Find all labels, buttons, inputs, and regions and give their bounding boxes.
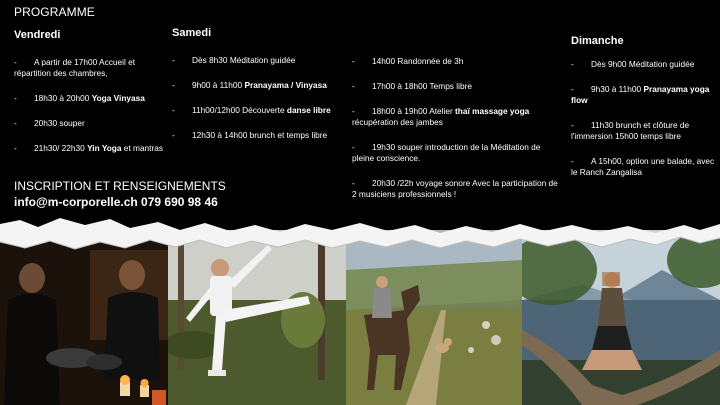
dash-marker: -	[571, 156, 574, 166]
schedule-text: 17h00 à 18h00 Temps libre	[372, 81, 472, 91]
schedule-item	[172, 80, 347, 91]
samedi-suite-column	[352, 56, 562, 214]
schedule-text: 11h00/12h00 Découverte	[192, 105, 287, 115]
activity-highlight: Pranayama / Vinyasa	[244, 80, 327, 90]
schedule-text: 20h30 /22h voyage sonore Avec la participation de 2 musiciens professionnels !	[352, 178, 558, 199]
schedule-item	[14, 57, 164, 79]
activity-highlight: Pranayama yoga flow	[571, 84, 710, 105]
schedule-item	[14, 118, 164, 129]
samedi-suite-list	[352, 56, 562, 200]
schedule-text: A 15h00, option une balade, avec le Ranch Zangalisa	[571, 156, 715, 177]
schedule-text: Dès 8h30 Méditation guidée	[192, 55, 296, 65]
samedi-column	[172, 28, 347, 155]
programme-title: PROGRAMME	[14, 5, 95, 19]
schedule-text: Dès 9h00 Méditation guidée	[591, 59, 695, 69]
vendredi-column	[14, 30, 164, 168]
schedule-item	[172, 130, 347, 141]
schedule-item	[352, 56, 562, 67]
schedule-item	[352, 178, 562, 200]
schedule-item	[571, 156, 716, 178]
activity-highlight: danse libre	[286, 105, 331, 115]
samedi-list	[172, 55, 347, 141]
schedule-text: 20h30 souper	[34, 118, 85, 128]
schedule-text-after: et mantras	[121, 143, 164, 153]
vendredi-list	[14, 57, 164, 154]
dash-marker: -	[14, 57, 17, 67]
dimanche-column	[571, 36, 716, 192]
schedule-item	[571, 84, 716, 106]
dash-marker: -	[352, 142, 355, 152]
activity-highlight: thaï massage yoga	[455, 106, 530, 116]
schedule-text: 21h30/ 22h30	[34, 143, 88, 153]
dash-marker: -	[571, 84, 574, 94]
schedule-item	[352, 142, 562, 164]
activity-highlight: Yoga Vinyasa	[91, 93, 145, 103]
inscription-block	[14, 178, 226, 210]
schedule-text: 9h30 à 11h00	[591, 84, 644, 94]
schedule-text-after: récupération des jambes	[352, 117, 443, 127]
dash-marker: -	[571, 59, 574, 69]
schedule-item	[14, 93, 164, 104]
schedule-text: 12h30 à 14h00 brunch et temps libre	[192, 130, 328, 140]
schedule-item	[14, 143, 164, 154]
dash-marker: -	[14, 93, 17, 103]
schedule-item	[571, 59, 716, 70]
dash-marker: -	[172, 55, 175, 65]
schedule-text: 9h00 à 11h00	[192, 80, 245, 90]
schedule-item	[352, 106, 562, 128]
dimanche-list	[571, 59, 716, 178]
dash-marker: -	[172, 80, 175, 90]
schedule-text: 11h30 brunch et clôture de l'immersion 15h00 temps libre	[571, 120, 690, 141]
dash-marker: -	[352, 106, 355, 116]
dash-marker: -	[352, 178, 355, 188]
schedule-item	[172, 105, 347, 116]
schedule-item	[352, 81, 562, 92]
dash-marker: -	[14, 118, 17, 128]
torn-paper-edge	[0, 210, 720, 260]
dash-marker: -	[172, 105, 175, 115]
schedule-text: A partir de 17h00 Accueil et répartition des chambres,	[14, 57, 136, 78]
vendredi-title: Vendredi	[14, 29, 61, 41]
samedi-title: Samedi	[172, 27, 212, 39]
activity-highlight: Yin Yoga	[87, 143, 122, 153]
inscription-heading: INSCRIPTION ET RENSEIGNEMENTS	[14, 179, 226, 193]
dash-marker: -	[352, 56, 355, 66]
dash-marker: -	[352, 81, 355, 91]
schedule-text: 19h30 souper introduction de la Méditation de pleine conscience.	[352, 142, 541, 163]
dimanche-title: Dimanche	[571, 35, 624, 47]
contact-info: info@m-corporelle.ch 079 690 98 46	[14, 195, 218, 209]
schedule-item	[571, 120, 716, 142]
schedule-text: 14h00 Randonnée de 3h	[372, 56, 464, 66]
schedule-text: 18h30 à 20h00	[34, 93, 92, 103]
schedule-text: 18h00 à 19h00 Atelier	[372, 106, 456, 116]
dash-marker: -	[571, 120, 574, 130]
dash-marker: -	[172, 130, 175, 140]
schedule-item	[172, 55, 347, 66]
dash-marker: -	[14, 143, 17, 153]
